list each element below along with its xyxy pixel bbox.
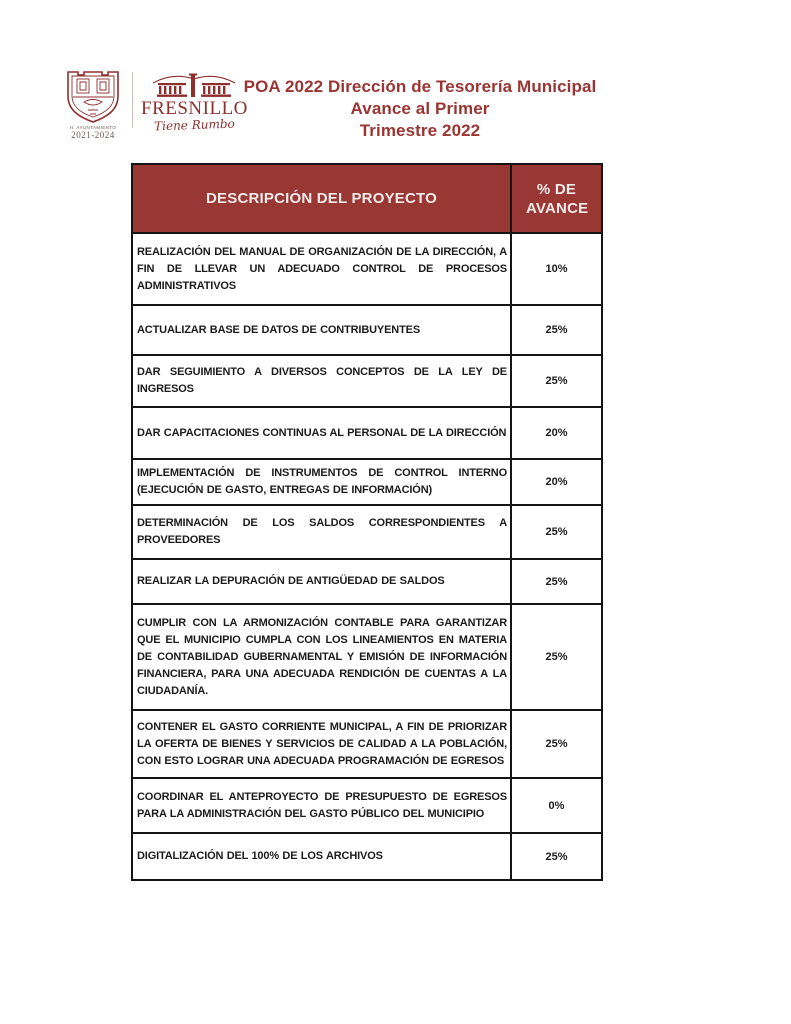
project-description: COORDINAR EL ANTEPROYECTO DE PRESUPUESTO DE EGRESOS PARA LA ADMINISTRACIÓN DEL GASTO PÚBLICO DEL MUNICIPIO <box>132 778 511 833</box>
page-title <box>215 76 625 142</box>
title-line-2: Avance al Primer <box>350 99 490 118</box>
column-header-avance: % DE AVANCE <box>511 164 602 233</box>
avance-value: 25% <box>511 355 602 407</box>
table-row <box>132 459 602 505</box>
avance-value: 25% <box>511 559 602 604</box>
avance-value: 25% <box>511 604 602 710</box>
project-description: IMPLEMENTACIÓN DE INSTRUMENTOS DE CONTROL INTERNO (EJECUCIÓN DE GASTO, ENTREGAS DE INFORMACIÓN) <box>132 459 511 505</box>
crest-shield-icon <box>64 68 122 124</box>
crest-caption-small: H. AYUNTAMIENTO <box>69 125 117 130</box>
project-description: REALIZAR LA DEPURACIÓN DE ANTIGÜEDAD DE SALDOS <box>132 559 511 604</box>
poa-avance-table <box>131 163 603 881</box>
table-row <box>132 604 602 710</box>
table-row <box>132 505 602 559</box>
project-description: DAR SEGUIMIENTO A DIVERSOS CONCEPTOS DE LA LEY DE INGRESOS <box>132 355 511 407</box>
project-description: DETERMINACIÓN DE LOS SALDOS CORRESPONDIENTES A PROVEEDORES <box>132 505 511 559</box>
column-header-descripcion: DESCRIPCIÓN DEL PROYECTO <box>132 164 511 233</box>
title-line-3: Trimestre 2022 <box>359 121 481 140</box>
project-description: CONTENER EL GASTO CORRIENTE MUNICIPAL, A FIN DE PRIORIZAR LA OFERTA DE BIENES Y SERVICIOS DE CALIDAD A LA POBLACIÓN, CON ESTO LOGRAR UNA ADECUADA PROGRAMACIÓN DE EGRESOS <box>132 710 511 778</box>
avance-value: 25% <box>511 833 602 880</box>
municipal-crest <box>62 68 124 140</box>
table-row <box>132 710 602 778</box>
brand-name: FRESNILLO <box>141 98 248 119</box>
table-row <box>132 833 602 880</box>
project-description: DAR CAPACITACIONES CONTINUAS AL PERSONAL DE LA DIRECCIÓN <box>132 407 511 459</box>
project-description: DIGITALIZACIÓN DEL 100% DE LOS ARCHIVOS <box>132 833 511 880</box>
avance-value: 20% <box>511 407 602 459</box>
logo-divider <box>132 72 133 128</box>
project-description: ACTUALIZAR BASE DE DATOS DE CONTRIBUYENTES <box>132 305 511 355</box>
brand-tagline: Tiene Rumbo <box>153 116 235 134</box>
avance-value: 10% <box>511 233 602 305</box>
avance-value: 20% <box>511 459 602 505</box>
table-row <box>132 407 602 459</box>
project-description: REALIZACIÓN DEL MANUAL DE ORGANIZACIÓN DE LA DIRECCIÓN, A FIN DE LLEVAR UN ADECUADO CONTROL DE PROCESOS ADMINISTRATIVOS <box>132 233 511 305</box>
avance-value: 25% <box>511 710 602 778</box>
table-row <box>132 778 602 833</box>
avance-value: 0% <box>511 778 602 833</box>
crest-term-years: 2021-2024 <box>71 130 115 140</box>
table-row <box>132 355 602 407</box>
title-line-1: POA 2022 Dirección de Tesorería Municipal <box>243 77 597 96</box>
table-row <box>132 233 602 305</box>
table-row <box>132 305 602 355</box>
table-row <box>132 559 602 604</box>
project-description: CUMPLIR CON LA ARMONIZACIÓN CONTABLE PARA GARANTIZAR QUE EL MUNICIPIO CUMPLA CON LOS LINEAMIENTOS EN MATERIA DE CONTABILIDAD GUBERNAMENTAL Y EMISIÓN DE INFORMACIÓN FINANCIERA, PARA UNA ADECUADA RENDICIÓN DE CUENTAS A LA CIUDADANÍA. <box>132 604 511 710</box>
avance-value: 25% <box>511 305 602 355</box>
table-header-row <box>132 164 602 233</box>
avance-value: 25% <box>511 505 602 559</box>
